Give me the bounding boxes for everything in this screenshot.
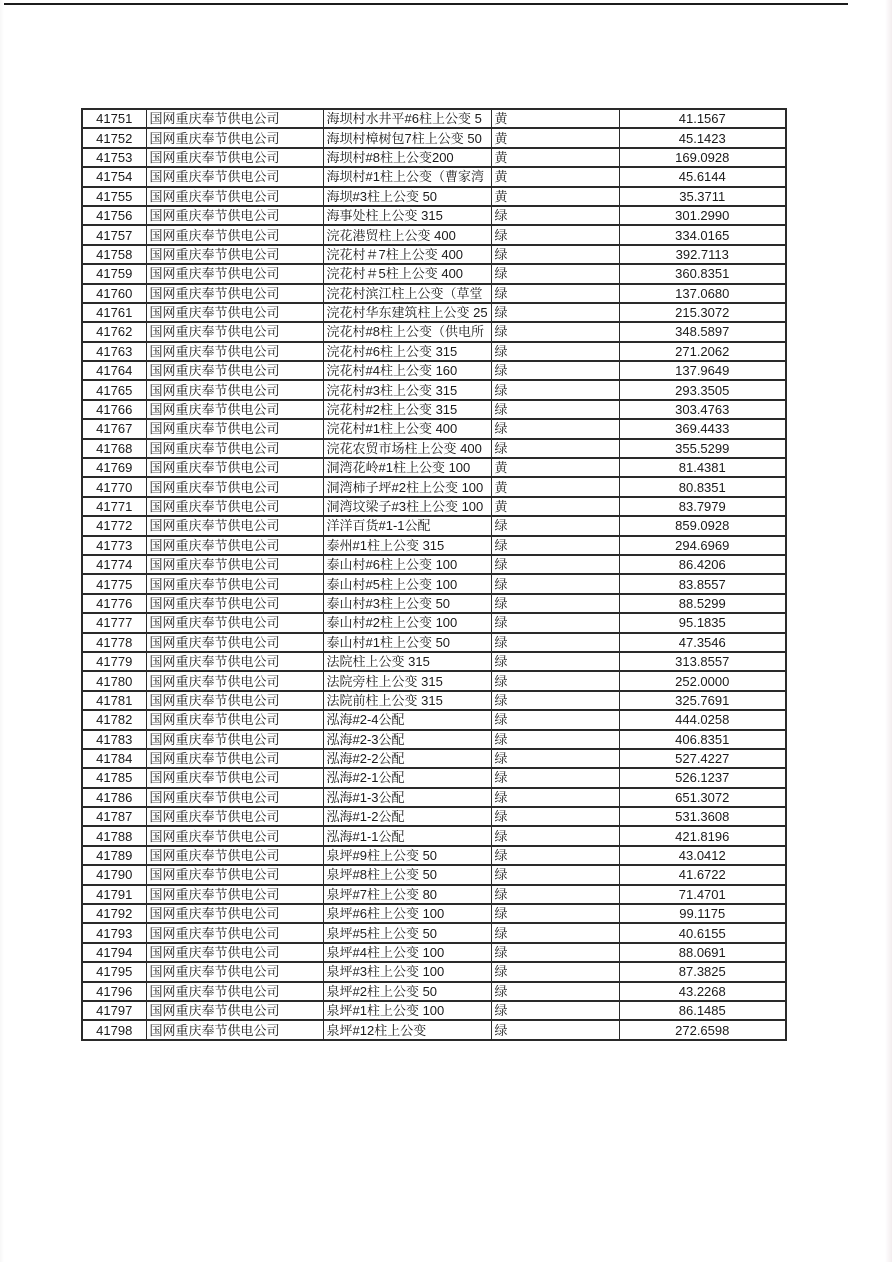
table-row [82, 497, 786, 516]
table-row [82, 943, 786, 962]
page-top-rule [0, 3, 848, 5]
cell-status: 绿 [491, 652, 619, 671]
cell-company: 国网重庆奉节供电公司 [146, 1020, 323, 1039]
cell-load-value: 35.3711 [619, 187, 786, 206]
cell-company: 国网重庆奉节供电公司 [146, 419, 323, 438]
page-right-edge-shadow [885, 0, 892, 1262]
cell-status: 绿 [491, 361, 619, 380]
cell-load-value: 294.6969 [619, 536, 786, 555]
table-row [82, 1001, 786, 1020]
cell-load-value: 293.3505 [619, 380, 786, 399]
cell-status: 绿 [491, 516, 619, 535]
cell-status: 绿 [491, 322, 619, 341]
cell-status: 绿 [491, 943, 619, 962]
cell-device-name: 泰州#1柱上公变 315 [323, 536, 491, 555]
cell-company: 国网重庆奉节供电公司 [146, 400, 323, 419]
cell-company: 国网重庆奉节供电公司 [146, 536, 323, 555]
cell-load-value: 86.1485 [619, 1001, 786, 1020]
cell-status: 绿 [491, 536, 619, 555]
cell-device-name: 海坝#3柱上公变 50 [323, 187, 491, 206]
cell-row-id: 41774 [82, 555, 146, 574]
cell-status: 黄 [491, 167, 619, 186]
cell-row-id: 41783 [82, 730, 146, 749]
cell-row-id: 41755 [82, 187, 146, 206]
cell-row-id: 41782 [82, 710, 146, 729]
cell-status: 绿 [491, 865, 619, 884]
cell-device-name: 浣花村#8柱上公变（供电所 [323, 322, 491, 341]
cell-row-id: 41766 [82, 400, 146, 419]
cell-row-id: 41775 [82, 574, 146, 593]
cell-status: 黄 [491, 128, 619, 147]
cell-row-id: 41793 [82, 923, 146, 942]
cell-load-value: 859.0928 [619, 516, 786, 535]
cell-company: 国网重庆奉节供电公司 [146, 245, 323, 264]
cell-status: 绿 [491, 807, 619, 826]
table-row [82, 768, 786, 787]
cell-row-id: 41788 [82, 826, 146, 845]
cell-device-name: 浣花村华东建筑柱上公变 25 [323, 303, 491, 322]
cell-device-name: 海坝村#8柱上公变200 [323, 148, 491, 167]
cell-status: 绿 [491, 885, 619, 904]
table-row [82, 206, 786, 225]
cell-device-name: 洞湾坟梁子#3柱上公变 100 [323, 497, 491, 516]
cell-row-id: 41764 [82, 361, 146, 380]
cell-row-id: 41752 [82, 128, 146, 147]
cell-row-id: 41787 [82, 807, 146, 826]
cell-row-id: 41761 [82, 303, 146, 322]
cell-company: 国网重庆奉节供电公司 [146, 225, 323, 244]
cell-row-id: 41778 [82, 633, 146, 652]
cell-load-value: 531.3608 [619, 807, 786, 826]
cell-status: 绿 [491, 633, 619, 652]
cell-company: 国网重庆奉节供电公司 [146, 768, 323, 787]
cell-device-name: 泉坪#1柱上公变 100 [323, 1001, 491, 1020]
table-row [82, 148, 786, 167]
cell-load-value: 526.1237 [619, 768, 786, 787]
cell-row-id: 41763 [82, 342, 146, 361]
table-row [82, 380, 786, 399]
cell-device-name: 浣花农贸市场柱上公变 400 [323, 439, 491, 458]
cell-load-value: 43.0412 [619, 846, 786, 865]
table-row [82, 652, 786, 671]
cell-company: 国网重庆奉节供电公司 [146, 749, 323, 768]
cell-device-name: 泉坪#3柱上公变 100 [323, 962, 491, 981]
cell-row-id: 41786 [82, 788, 146, 807]
cell-row-id: 41795 [82, 962, 146, 981]
cell-status: 绿 [491, 1001, 619, 1020]
cell-device-name: 法院旁柱上公变 315 [323, 671, 491, 690]
cell-company: 国网重庆奉节供电公司 [146, 865, 323, 884]
table-row [82, 962, 786, 981]
cell-load-value: 40.6155 [619, 923, 786, 942]
cell-load-value: 87.3825 [619, 962, 786, 981]
cell-company: 国网重庆奉节供电公司 [146, 167, 323, 186]
table-row [82, 361, 786, 380]
cell-company: 国网重庆奉节供电公司 [146, 303, 323, 322]
cell-row-id: 41780 [82, 671, 146, 690]
cell-device-name: 泉坪#2柱上公变 50 [323, 982, 491, 1001]
cell-load-value: 272.6598 [619, 1020, 786, 1039]
cell-device-name: 泉坪#8柱上公变 50 [323, 865, 491, 884]
cell-load-value: 355.5299 [619, 439, 786, 458]
table-row [82, 555, 786, 574]
cell-status: 绿 [491, 342, 619, 361]
table-row [82, 1020, 786, 1039]
cell-load-value: 169.0928 [619, 148, 786, 167]
cell-device-name: 泰山村#6柱上公变 100 [323, 555, 491, 574]
table-row [82, 245, 786, 264]
cell-load-value: 406.8351 [619, 730, 786, 749]
cell-device-name: 泉坪#5柱上公变 50 [323, 923, 491, 942]
cell-status: 绿 [491, 904, 619, 923]
cell-device-name: 浣花村#3柱上公变 315 [323, 380, 491, 399]
cell-company: 国网重庆奉节供电公司 [146, 555, 323, 574]
table-row [82, 826, 786, 845]
cell-row-id: 41792 [82, 904, 146, 923]
cell-status: 绿 [491, 691, 619, 710]
cell-load-value: 527.4227 [619, 749, 786, 768]
cell-device-name: 泓海#1-3公配 [323, 788, 491, 807]
cell-status: 绿 [491, 555, 619, 574]
table-row [82, 167, 786, 186]
cell-load-value: 88.0691 [619, 943, 786, 962]
table-row [82, 749, 786, 768]
cell-status: 绿 [491, 788, 619, 807]
table-row [82, 536, 786, 555]
cell-load-value: 47.3546 [619, 633, 786, 652]
cell-company: 国网重庆奉节供电公司 [146, 923, 323, 942]
cell-load-value: 41.6722 [619, 865, 786, 884]
cell-company: 国网重庆奉节供电公司 [146, 807, 323, 826]
cell-device-name: 泰山村#3柱上公变 50 [323, 594, 491, 613]
cell-status: 绿 [491, 613, 619, 632]
cell-company: 国网重庆奉节供电公司 [146, 206, 323, 225]
cell-device-name: 海坝村#1柱上公变（曹家湾 [323, 167, 491, 186]
table-row [82, 923, 786, 942]
page-left-edge-shadow [0, 0, 4, 1262]
cell-company: 国网重庆奉节供电公司 [146, 574, 323, 593]
table-row [82, 730, 786, 749]
cell-status: 黄 [491, 477, 619, 496]
transformer-load-table [81, 108, 787, 1041]
cell-device-name: 泓海#1-2公配 [323, 807, 491, 826]
cell-device-name: 泉坪#4柱上公变 100 [323, 943, 491, 962]
cell-status: 绿 [491, 846, 619, 865]
cell-row-id: 41751 [82, 109, 146, 128]
cell-row-id: 41769 [82, 458, 146, 477]
table-row [82, 671, 786, 690]
cell-row-id: 41777 [82, 613, 146, 632]
cell-device-name: 洞湾花岭#1柱上公变 100 [323, 458, 491, 477]
cell-row-id: 41791 [82, 885, 146, 904]
cell-device-name: 海坝村樟树包7柱上公变 50 [323, 128, 491, 147]
cell-load-value: 313.8557 [619, 652, 786, 671]
cell-row-id: 41784 [82, 749, 146, 768]
cell-row-id: 41796 [82, 982, 146, 1001]
cell-row-id: 41794 [82, 943, 146, 962]
cell-load-value: 137.9649 [619, 361, 786, 380]
cell-company: 国网重庆奉节供电公司 [146, 846, 323, 865]
cell-row-id: 41760 [82, 284, 146, 303]
table-row [82, 303, 786, 322]
cell-load-value: 99.1175 [619, 904, 786, 923]
cell-load-value: 41.1567 [619, 109, 786, 128]
cell-company: 国网重庆奉节供电公司 [146, 109, 323, 128]
table-body [82, 109, 786, 1040]
table-row [82, 904, 786, 923]
cell-device-name: 浣花村＃5柱上公变 400 [323, 264, 491, 283]
cell-status: 绿 [491, 303, 619, 322]
cell-load-value: 651.3072 [619, 788, 786, 807]
cell-load-value: 334.0165 [619, 225, 786, 244]
cell-company: 国网重庆奉节供电公司 [146, 652, 323, 671]
cell-device-name: 浣花村#4柱上公变 160 [323, 361, 491, 380]
cell-device-name: 泓海#1-1公配 [323, 826, 491, 845]
cell-load-value: 215.3072 [619, 303, 786, 322]
cell-load-value: 43.2268 [619, 982, 786, 1001]
cell-company: 国网重庆奉节供电公司 [146, 982, 323, 1001]
table-row [82, 225, 786, 244]
cell-status: 绿 [491, 264, 619, 283]
cell-row-id: 41756 [82, 206, 146, 225]
cell-device-name: 法院柱上公变 315 [323, 652, 491, 671]
cell-row-id: 41753 [82, 148, 146, 167]
cell-device-name: 浣花村#1柱上公变 400 [323, 419, 491, 438]
cell-status: 绿 [491, 749, 619, 768]
cell-row-id: 41757 [82, 225, 146, 244]
cell-load-value: 88.5299 [619, 594, 786, 613]
table-row [82, 788, 786, 807]
cell-company: 国网重庆奉节供电公司 [146, 730, 323, 749]
cell-row-id: 41776 [82, 594, 146, 613]
cell-company: 国网重庆奉节供电公司 [146, 1001, 323, 1020]
cell-row-id: 41789 [82, 846, 146, 865]
table-row [82, 846, 786, 865]
table-row [82, 109, 786, 128]
cell-load-value: 325.7691 [619, 691, 786, 710]
table-row [82, 400, 786, 419]
cell-company: 国网重庆奉节供电公司 [146, 380, 323, 399]
cell-load-value: 369.4433 [619, 419, 786, 438]
cell-row-id: 41770 [82, 477, 146, 496]
table-row [82, 284, 786, 303]
cell-device-name: 海坝村水井平#6柱上公变 5 [323, 109, 491, 128]
cell-device-name: 泓海#2-2公配 [323, 749, 491, 768]
cell-device-name: 泰山村#2柱上公变 100 [323, 613, 491, 632]
table-row [82, 128, 786, 147]
cell-company: 国网重庆奉节供电公司 [146, 322, 323, 341]
cell-company: 国网重庆奉节供电公司 [146, 497, 323, 516]
cell-device-name: 泓海#2-4公配 [323, 710, 491, 729]
cell-status: 绿 [491, 710, 619, 729]
cell-device-name: 泉坪#9柱上公变 50 [323, 846, 491, 865]
cell-row-id: 41768 [82, 439, 146, 458]
cell-company: 国网重庆奉节供电公司 [146, 516, 323, 535]
cell-company: 国网重庆奉节供电公司 [146, 439, 323, 458]
cell-device-name: 洞湾柿子坪#2柱上公变 100 [323, 477, 491, 496]
cell-load-value: 45.6144 [619, 167, 786, 186]
cell-status: 绿 [491, 962, 619, 981]
table-row [82, 516, 786, 535]
cell-load-value: 303.4763 [619, 400, 786, 419]
cell-status: 绿 [491, 923, 619, 942]
cell-company: 国网重庆奉节供电公司 [146, 962, 323, 981]
cell-load-value: 271.2062 [619, 342, 786, 361]
cell-device-name: 泉坪#7柱上公变 80 [323, 885, 491, 904]
cell-load-value: 71.4701 [619, 885, 786, 904]
cell-company: 国网重庆奉节供电公司 [146, 594, 323, 613]
cell-device-name: 浣花村＃7柱上公变 400 [323, 245, 491, 264]
table-row [82, 691, 786, 710]
cell-load-value: 95.1835 [619, 613, 786, 632]
cell-device-name: 泓海#2-1公配 [323, 768, 491, 787]
cell-row-id: 41772 [82, 516, 146, 535]
cell-load-value: 252.0000 [619, 671, 786, 690]
table-row [82, 633, 786, 652]
cell-company: 国网重庆奉节供电公司 [146, 477, 323, 496]
cell-company: 国网重庆奉节供电公司 [146, 128, 323, 147]
cell-status: 绿 [491, 284, 619, 303]
cell-device-name: 浣花村#2柱上公变 315 [323, 400, 491, 419]
table-row [82, 885, 786, 904]
cell-company: 国网重庆奉节供电公司 [146, 187, 323, 206]
cell-company: 国网重庆奉节供电公司 [146, 148, 323, 167]
cell-company: 国网重庆奉节供电公司 [146, 904, 323, 923]
cell-status: 黄 [491, 148, 619, 167]
table-row [82, 322, 786, 341]
table-row [82, 865, 786, 884]
cell-row-id: 41758 [82, 245, 146, 264]
cell-status: 绿 [491, 400, 619, 419]
cell-device-name: 浣花村#6柱上公变 315 [323, 342, 491, 361]
table-row [82, 477, 786, 496]
cell-status: 绿 [491, 594, 619, 613]
table-row [82, 613, 786, 632]
cell-device-name: 浣花村滨江柱上公变（草堂 [323, 284, 491, 303]
cell-load-value: 83.8557 [619, 574, 786, 593]
cell-device-name: 洋洋百货#1-1公配 [323, 516, 491, 535]
cell-status: 绿 [491, 1020, 619, 1039]
cell-status: 绿 [491, 730, 619, 749]
cell-load-value: 137.0680 [619, 284, 786, 303]
cell-row-id: 41762 [82, 322, 146, 341]
cell-device-name: 泰山村#1柱上公变 50 [323, 633, 491, 652]
cell-company: 国网重庆奉节供电公司 [146, 342, 323, 361]
cell-load-value: 348.5897 [619, 322, 786, 341]
cell-company: 国网重庆奉节供电公司 [146, 613, 323, 632]
cell-load-value: 80.8351 [619, 477, 786, 496]
cell-device-name: 泉坪#6柱上公变 100 [323, 904, 491, 923]
table-row [82, 982, 786, 1001]
cell-device-name: 海事处柱上公变 315 [323, 206, 491, 225]
table-row [82, 439, 786, 458]
table-row [82, 342, 786, 361]
cell-load-value: 86.4206 [619, 555, 786, 574]
cell-row-id: 41754 [82, 167, 146, 186]
cell-load-value: 81.4381 [619, 458, 786, 477]
cell-status: 黄 [491, 187, 619, 206]
cell-company: 国网重庆奉节供电公司 [146, 826, 323, 845]
cell-company: 国网重庆奉节供电公司 [146, 264, 323, 283]
cell-company: 国网重庆奉节供电公司 [146, 633, 323, 652]
cell-device-name: 法院前柱上公变 315 [323, 691, 491, 710]
table-row [82, 419, 786, 438]
cell-load-value: 392.7113 [619, 245, 786, 264]
cell-load-value: 83.7979 [619, 497, 786, 516]
cell-status: 绿 [491, 439, 619, 458]
cell-status: 绿 [491, 206, 619, 225]
cell-status: 绿 [491, 768, 619, 787]
cell-row-id: 41773 [82, 536, 146, 555]
cell-company: 国网重庆奉节供电公司 [146, 284, 323, 303]
cell-status: 绿 [491, 419, 619, 438]
cell-status: 黄 [491, 458, 619, 477]
cell-status: 黄 [491, 109, 619, 128]
cell-status: 绿 [491, 225, 619, 244]
cell-status: 绿 [491, 982, 619, 1001]
cell-row-id: 41781 [82, 691, 146, 710]
cell-load-value: 301.2990 [619, 206, 786, 225]
cell-status: 绿 [491, 574, 619, 593]
table-row [82, 574, 786, 593]
cell-device-name: 泉坪#12柱上公变 [323, 1020, 491, 1039]
cell-row-id: 41779 [82, 652, 146, 671]
table-row [82, 458, 786, 477]
cell-status: 绿 [491, 826, 619, 845]
cell-company: 国网重庆奉节供电公司 [146, 458, 323, 477]
cell-row-id: 41790 [82, 865, 146, 884]
cell-status: 绿 [491, 380, 619, 399]
cell-load-value: 360.8351 [619, 264, 786, 283]
cell-load-value: 421.8196 [619, 826, 786, 845]
cell-load-value: 45.1423 [619, 128, 786, 147]
cell-row-id: 41771 [82, 497, 146, 516]
cell-status: 绿 [491, 245, 619, 264]
cell-row-id: 41785 [82, 768, 146, 787]
cell-device-name: 泓海#2-3公配 [323, 730, 491, 749]
cell-row-id: 41767 [82, 419, 146, 438]
cell-row-id: 41765 [82, 380, 146, 399]
table-row [82, 264, 786, 283]
cell-company: 国网重庆奉节供电公司 [146, 943, 323, 962]
cell-device-name: 浣花港贸柱上公变 400 [323, 225, 491, 244]
cell-status: 绿 [491, 671, 619, 690]
table-row [82, 187, 786, 206]
cell-row-id: 41797 [82, 1001, 146, 1020]
table-row [82, 594, 786, 613]
cell-company: 国网重庆奉节供电公司 [146, 885, 323, 904]
cell-company: 国网重庆奉节供电公司 [146, 671, 323, 690]
cell-company: 国网重庆奉节供电公司 [146, 710, 323, 729]
cell-load-value: 444.0258 [619, 710, 786, 729]
table-row [82, 710, 786, 729]
cell-row-id: 41759 [82, 264, 146, 283]
cell-status: 黄 [491, 497, 619, 516]
cell-company: 国网重庆奉节供电公司 [146, 361, 323, 380]
table-row [82, 807, 786, 826]
cell-row-id: 41798 [82, 1020, 146, 1039]
cell-company: 国网重庆奉节供电公司 [146, 788, 323, 807]
cell-company: 国网重庆奉节供电公司 [146, 691, 323, 710]
cell-device-name: 泰山村#5柱上公变 100 [323, 574, 491, 593]
